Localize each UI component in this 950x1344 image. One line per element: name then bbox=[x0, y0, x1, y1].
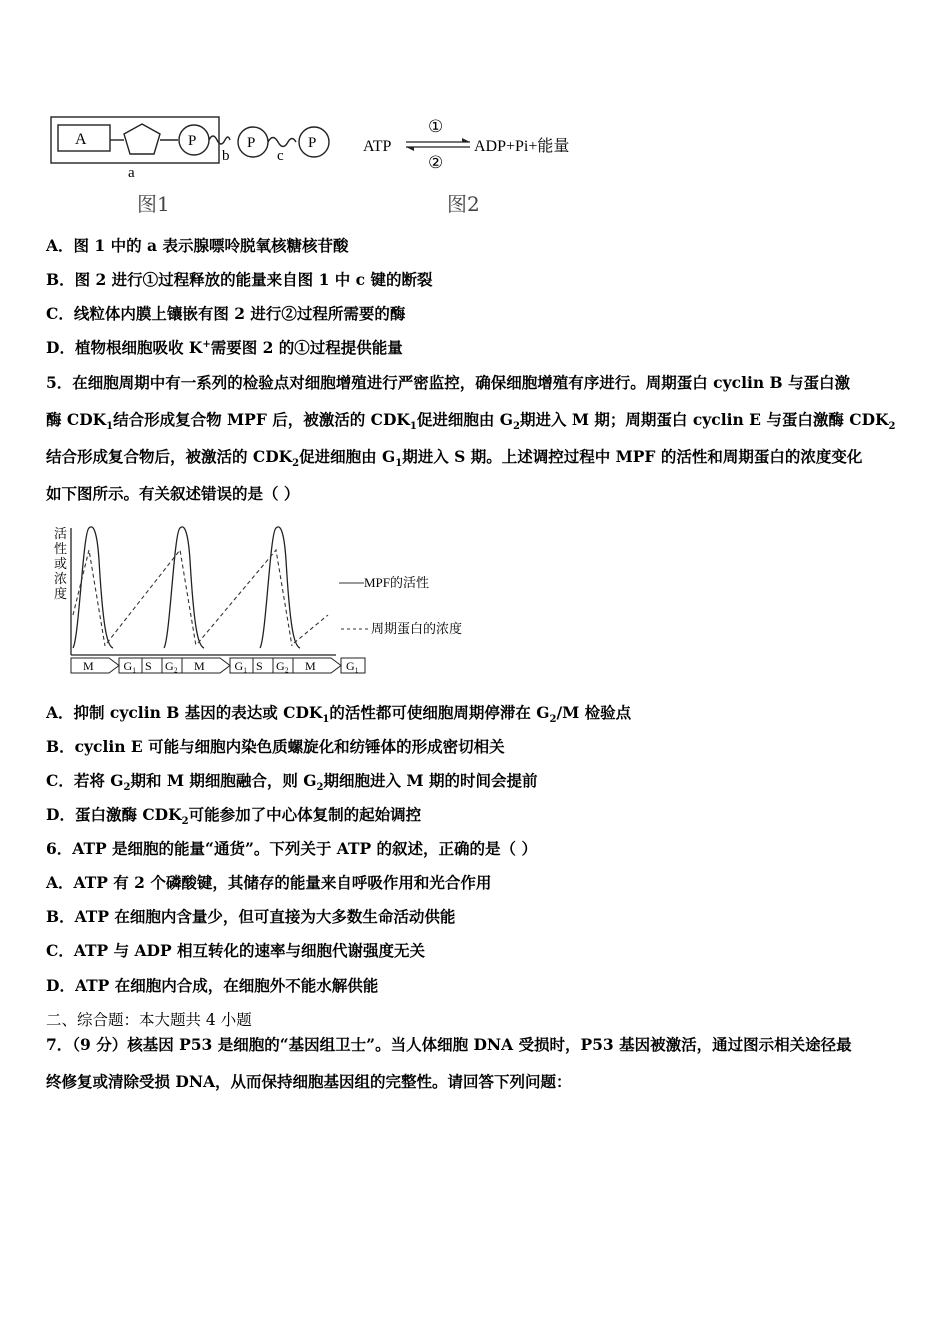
phase-7 bbox=[253, 658, 273, 673]
figure2-atp-cycle bbox=[360, 112, 600, 182]
legend bbox=[339, 575, 462, 636]
fig1-label-b: b bbox=[222, 148, 230, 164]
ylabel-char-3: 或 bbox=[54, 556, 68, 571]
phase-4 bbox=[162, 658, 182, 673]
phase-arrow bbox=[293, 658, 341, 673]
chart-ylabel bbox=[54, 526, 67, 601]
phase-8 bbox=[273, 658, 293, 673]
ylabel-char-5: 度 bbox=[54, 586, 68, 601]
phase-9 bbox=[293, 658, 341, 673]
phase-5 bbox=[182, 658, 230, 673]
fig2-right: ADP+Pi+能量 bbox=[474, 138, 570, 155]
ylabel-char-4: 浓 bbox=[54, 571, 68, 586]
mpf-peak-2 bbox=[164, 527, 204, 648]
q5-option-a: A．抑制 cyclin B 基因的表达或 $CDK_1$的活性都可使细胞周期停滞在 $G_2/M$ 检验点 bbox=[46, 703, 632, 726]
q6-option-c: C．ATP 与 ADP 相互转化的速率与细胞代谢强度无关 bbox=[46, 941, 426, 960]
fig2-arrow2-label: ② bbox=[428, 153, 444, 172]
cyclin-segment-3 bbox=[198, 550, 292, 646]
phase-label: M bbox=[305, 659, 316, 673]
fig1-label-A: A bbox=[75, 131, 87, 148]
figure1-atp-structure bbox=[46, 112, 346, 217]
phase-label: G₁ bbox=[346, 659, 359, 673]
phase-label: S bbox=[256, 659, 263, 673]
q4-option-b: B．图 2 进行①过程释放的能量来自图 1 中 c 键的断裂 bbox=[46, 270, 433, 289]
phase-3 bbox=[142, 658, 162, 673]
mpf-peak-3 bbox=[260, 527, 300, 648]
q6-option-b: B．ATP 在细胞内含量少，但可直接为大多数生命活动供能 bbox=[46, 907, 456, 926]
q5-stem-line2: 酶 $CDK_1$结合形成复合物 MPF 后，被激活的 $CDK_1$促进细胞由 $G_2$期进入 M 期；周期蛋白 cyclin E 与蛋白激酶 $CDK_2$ bbox=[46, 410, 896, 433]
q4-option-a: A．图 1 中的 a 表示腺嘌呤脱氧核糖核苷酸 bbox=[46, 236, 349, 255]
q5-option-b: B．cyclin E 可能与细胞内染色质螺旋化和纺锤体的形成密切相关 bbox=[46, 737, 505, 756]
q6-stem: 6．ATP 是细胞的能量“通货”。下列关于 ATP 的叙述，正确的是（ ） bbox=[46, 839, 537, 858]
q7-stem-line1: 7．（9 分）核基因 P53 是细胞的“基因组卫士”。当人体细胞 DNA 受损时，P53 基因被激活，通过图示相关途径最 bbox=[46, 1035, 852, 1054]
phase-6 bbox=[230, 658, 253, 673]
ylabel-char-1: 活 bbox=[54, 526, 68, 541]
phase-10 bbox=[341, 658, 365, 673]
q4-option-d: D．植物根细胞吸收 K+需要图 2 的①过程提供能量 bbox=[46, 338, 403, 357]
phase-label: M bbox=[83, 659, 94, 673]
phase-label: G₂ bbox=[165, 659, 178, 673]
fig2-arrow1-label: ① bbox=[428, 117, 444, 136]
phase-label: S bbox=[145, 659, 152, 673]
q5-stem-line1: 5．在细胞周期中有一系列的检验点对细胞增殖进行严密监控，确保细胞增殖有序进行。周期蛋白 cyclin B 与蛋白激 bbox=[46, 373, 851, 392]
fig1-label-P2: P bbox=[247, 135, 256, 151]
phase-label: M bbox=[194, 659, 205, 673]
q5-cycle-chart bbox=[46, 520, 486, 690]
phase-arrow bbox=[182, 658, 230, 673]
fig1-label-P3: P bbox=[308, 135, 317, 151]
fig1-label-a: a bbox=[128, 165, 135, 181]
q4-option-c: C．线粒体内膜上镶嵌有图 2 进行②过程所需要的酶 bbox=[46, 304, 406, 323]
fig1-label-c: c bbox=[277, 148, 284, 164]
phase-2 bbox=[119, 658, 142, 673]
q5-stem-line4: 如下图所示。有关叙述错误的是（ ） bbox=[46, 484, 300, 503]
cyclin-segment-4 bbox=[294, 615, 328, 643]
cyclin-concentration-series bbox=[73, 550, 328, 646]
mpf-peak-1 bbox=[73, 527, 113, 648]
figure2-caption: 图2 bbox=[447, 192, 480, 216]
phase-bar bbox=[71, 658, 365, 673]
q6-option-a: A．ATP 有 2 个磷酸键，其储存的能量来自呼吸作用和光合作用 bbox=[46, 873, 492, 892]
cyclin-segment-2 bbox=[107, 550, 196, 646]
phase-arrow bbox=[71, 658, 119, 673]
ylabel-char-2: 性 bbox=[54, 541, 68, 556]
phase-label: G₂ bbox=[276, 659, 289, 673]
q6-option-d: D．ATP 在细胞内合成，在细胞外不能水解供能 bbox=[46, 976, 379, 995]
phase-label: G₁ bbox=[123, 659, 137, 673]
figure1-caption: 图1 bbox=[137, 192, 170, 216]
q5-option-c: C．若将 $G_2$期和 M 期细胞融合，则 $G_2$期细胞进入 M 期的时间会提前 bbox=[46, 771, 538, 794]
phase-1 bbox=[71, 658, 119, 673]
legend-mpf: MPF的活性 bbox=[364, 575, 430, 590]
q5-stem-line3: 结合形成复合物后，被激活的 $CDK_2$促进细胞由 $G_1$期进入 S 期。上述调控过程中 MPF 的活性和周期蛋白的浓度变化 bbox=[46, 447, 863, 470]
section2-heading: 二、综合题：本大题共 4 小题 bbox=[46, 1011, 252, 1029]
q7-stem-line2: 终修复或清除受损 DNA，从而保持细胞基因组的完整性。请回答下列问题： bbox=[46, 1072, 572, 1091]
fig2-left: ATP bbox=[363, 138, 392, 155]
fig1-label-P1: P bbox=[188, 133, 197, 149]
cyclin-segment-1 bbox=[73, 550, 105, 646]
legend-cyclin: 周期蛋白的浓度 bbox=[371, 621, 463, 636]
q5-option-d: D．蛋白激酶 $CDK_2$可能参加了中心体复制的起始调控 bbox=[46, 805, 422, 828]
phase-label: G₁ bbox=[234, 659, 248, 673]
